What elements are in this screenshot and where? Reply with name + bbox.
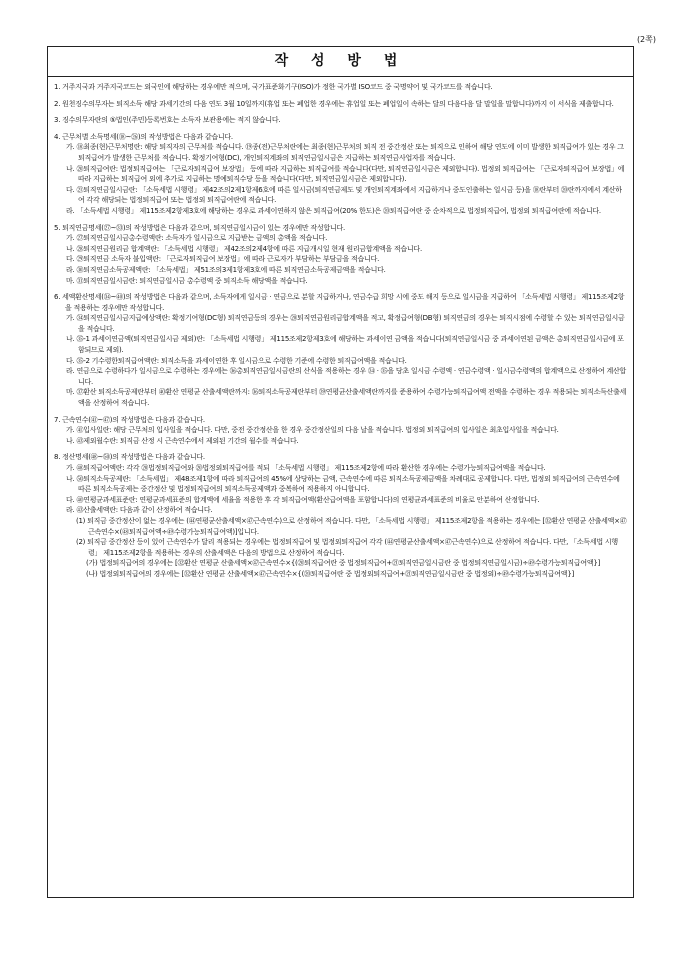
instruction-item: (2) 퇴직금 중간정산 등이 있어 근속연수가 달리 적용되는 경우에는 법정퇴직급여 및 법정외퇴직급여 각각 (㊹연평균산출세액×㊼근속연수)으로 산정하여 적습니다. 다만, 「소득세법 시행령」 제115조제2항을 적용하는 경우의 산출세액은 다음의 방법으로 산정하여 적습니다. — [76, 538, 618, 557]
instruction-item: 가. ㊽퇴직급여액란: 각각 ⑳법정퇴직급여와 ⑳법정외퇴직급여를 적되 「소득세법 시행령」 제115조제2항에 따라 환산한 경우에는 수령가능퇴직급여액을 적습니다. — [66, 464, 546, 472]
instruction-item: 다. ㉑퇴직연금일시금란: 「소득세법 시행령」 제42조의2제1항제6호에 따른 일시금(퇴직연금제도 및 개인퇴직계좌에서 지급하거나 중도인출하는 일시금 등)을 ⑱란부터 ⑳란까지에서 계산하여 각각 해당되는 법정퇴직급여 또는 법정외 퇴직급여란에 적습니다. — [66, 185, 622, 205]
section-heading: 4. 근무처별 소득명세(⑱~㉖)의 작성방법은 다음과 같습니다. — [54, 132, 233, 141]
document-title: 작 성 방 법 — [48, 47, 633, 77]
instruction-item: 마. ㊲환산 퇴직소득공제란부터 ㊵환산 연평균 산출세액란까지: ㊱퇴직소득공제란부터 ㊴연평균산출세액란까지를 준용하여 수령가능퇴직급여액 전액을 수령하는 경우 적용되는 퇴직소득산출세액을 산정하여 적습니다. — [66, 388, 627, 408]
instruction-item: 나. ㉘퇴직연금원리금 합계액란: 「소득세법 시행령」 제42조의2제4항에 따른 지급개시일 현재 원리금합계액을 적습니다. — [66, 244, 422, 253]
section-heading: 6. 세액환산명세(㉞~㊵)의 작성방법은 다음과 같으며, 소득자에게 일시금 · 연금으로 분할 지급하거나, 연금수급 희망 시에 중도 해지 등으로 일시금을 지급하여 「소득세법 시행령」 제115조제2항을 적용하는 경우에만 작성합니다. — [54, 293, 625, 312]
instruction-frame — [47, 46, 634, 898]
instruction-item: (가) 법정퇴직급여의 경우에는 [㉜환산 연평균 산출세액×㊼근속연수×{(⑳퇴직급여란 중 법정퇴직급여+㉑퇴직연금일시금란 중 법정퇴직연금일시금)÷㊾수령가능퇴직급여액}] — [86, 559, 601, 568]
instruction-content — [54, 82, 627, 580]
instruction-section — [54, 223, 627, 287]
instruction-item: 나. ㉟-1 과세이연금액(퇴직연금일시금 제외)란: 「소득세법 시행령」 제115조제2항제3호에 해당하는 과세이연 금액을 적습니다(퇴직연금일시금 중 과세이연된 금액은 총퇴직연금일시금에 포함되므로 제외). — [66, 335, 624, 355]
instruction-item: 나. ⑳퇴직급여란: 법정퇴직급여는 「근로자퇴직급여 보장법」 등에 따라 지급하는 퇴직급여를 적습니다(다만, 퇴직연금일시금은 제외합니다). 법정외 퇴직급여는 「근로자퇴직급여 보장법」에 따라 지급하는 퇴직급여 외에 추가로 지급하는 명예퇴직수당 등을 적습니다(다만, 퇴직연금일시금은 제외합니다). — [66, 164, 625, 184]
instruction-item: (나) 법정외퇴직급여의 경우에는 [㉜환산 연평균 산출세액×㊼근속연수×{(⑳퇴직급여란 중 법정외퇴직급여+㉑퇴직연금일시금란 중 법정외)÷㊾수령가능퇴직급여액}] — [86, 569, 574, 578]
instruction-section — [54, 99, 627, 110]
section-heading: 7. 근속연수(㊶~㊼)의 작성방법은 다음과 같습니다. — [54, 415, 205, 424]
page-number-label: (2쪽) — [636, 35, 656, 44]
instruction-item: 다. ㊵연평균과세표준란: 연평균과세표준의 합계액에 세율을 적용한 후 각 퇴직급여액(환산급여액을 포함합니다)의 연평균과세표준의 비율로 안분하여 산정합니다. — [66, 495, 540, 504]
instruction-item: 나. ㊿퇴직소득공제란: 「소득세법」 제48조제1항에 따라 퇴직급여의 45%에 상당하는 금액, 근속연수에 따른 퇴직소득공제금액을 차례대로 공제합니다. 다만, 법정외 퇴직급여의 근속연수에 따른 퇴직소득공제는 중간정산 및 법정퇴직급여의 퇴직소득공제액과 중복하여 적용하지 아니합니다. — [66, 474, 620, 494]
instruction-section — [54, 132, 627, 217]
instruction-section — [54, 292, 627, 409]
instruction-section — [54, 415, 627, 447]
instruction-item: 가. ㉗퇴직연금일시금총수령액란: 소득자가 일시금으로 지급받는 금액의 총액을 적습니다. — [66, 234, 328, 243]
section-heading: 1. 거주지국과 거주지국코드는 외국인에 해당하는 경우에만 적으며, 국가표준화기구(ISO)가 정한 국가별 ISO코드 중 국명약어 및 국가코드를 적습니다. — [54, 83, 493, 91]
instruction-item: 라. 연금으로 수령하다가 일시금으로 수령하는 경우에는 ㊱총퇴직연금일시금란의 산식을 적용하는 경우 ㉞ · ㉟을 당초 일시금 수령액 · 연금수령액 · 일시금수령액의 합계액으로 산정하여 계산합니다. — [66, 367, 627, 386]
instruction-item: 가. ㉞퇴직연금일시금지급예상액란: 확정기여형(DC형) 퇴직연금등의 경우는 ⑳퇴직연금원리금합계액을 적고, 확정급여형(DB형) 퇴직연금의 경우는 퇴직시점에 수령할 수 있는 퇴직연금일시금을 적습니다. — [66, 314, 625, 333]
instruction-item: 다. ㉟-2 기수령한퇴직급여액란: 퇴직소득을 과세이연한 후 일시금으로 수령한 기준에 수령한 퇴직급여액을 적습니다. — [66, 356, 407, 365]
instruction-item: 라. 「소득세법 시행령」 제115조제2항제3호에 해당하는 경우로 과세이연하지 않은 퇴직급여(20% 한도)은 ⑳퇴직급여란 중 순차적으로 법정퇴직급여, 법정외 퇴직급여란에 적습니다. — [66, 206, 601, 215]
instruction-item: 가. ⑱최종(현)근무처명란: 해당 퇴직자의 근무처를 적습니다. ⑲종(전)근무처란에는 최종(현)근무처의 퇴직 전 중간정산 또는 퇴직으로 인하여 해당 연도에 이미 발생한 퇴직급여가 있는 경우 그 퇴직급여가 발생한 근무처를 적습니다. 확정기여형(DC), 개인퇴직계좌의 퇴직연금일시금은 지급하는 퇴직연금사업자를 적습니다. — [66, 143, 624, 162]
instruction-item: 라. ㉚퇴직연금소득공제액란: 「소득세법」 제51조의3제1항제3호에 따른 퇴직연금소득공제금액을 적습니다. — [66, 265, 386, 274]
section-heading: 5. 퇴직연금명세(㉗~㉝)의 작성방법은 다음과 같으며, 퇴직연금일시금이 있는 경우에만 작성합니다. — [54, 223, 345, 232]
instruction-section — [54, 82, 627, 93]
section-heading: 8. 정산명세(㊽~㊿)의 작성방법은 다음과 같습니다. — [54, 453, 205, 462]
section-heading: 2. 원천징수의무자는 퇴직소득 해당 과세기간의 다음 연도 3월 10일까지(휴업 또는 폐업한 경우에는 휴업일 또는 폐업일이 속하는 달의 다음다음 달 말일을 말합니다)까지 이 서식을 제출합니다. — [54, 99, 614, 108]
section-heading: 3. 징수의무자란의 ⑤법인(주민)등록번호는 소득자 보관용에는 적지 않습니다. — [54, 116, 281, 125]
instruction-item: 라. ㊸산출세액란: 다음과 같이 산정하여 적습니다. — [66, 506, 213, 515]
instruction-section — [54, 115, 627, 126]
instruction-section — [54, 452, 627, 579]
instruction-item: (1) 퇴직금 중간정산이 없는 경우에는 (㊹연평균산출세액×㊼근속연수)으로 산정하여 적습니다. 다만, 「소득세법 시행령」 제115조제2항을 적용하는 경우에는 [㉜환산 연평균 산출세액×㊼근속연수×(㊽퇴직급여액÷㊾수령가능퇴직급여액)]입니다. — [76, 516, 627, 536]
instruction-item: 나. ㊸제외월수란: 퇴직금 산정 시 근속연수에서 제외된 기간의 월수를 적습니다. — [66, 436, 299, 445]
instruction-item: 다. ㉙퇴직연금 소득자 불입액란: 「근로자퇴직급여 보장법」에 따라 근로자가 부담하는 부담금을 적습니다. — [66, 255, 380, 264]
instruction-item: 가. ㊶입사일란: 해당 근무처의 입사일을 적습니다. 다만, 중전 중간정산을 한 경우 중간정산일의 다음 날을 적습니다. 법정외 퇴직급여의 입사일은 최초입사일을 적습니다. — [66, 426, 559, 435]
instruction-item: 마. ㉛퇴직연금일시금란: 퇴직연금일시금 총수령액 중 퇴직소득 해당액을 적습니다. — [66, 276, 308, 285]
